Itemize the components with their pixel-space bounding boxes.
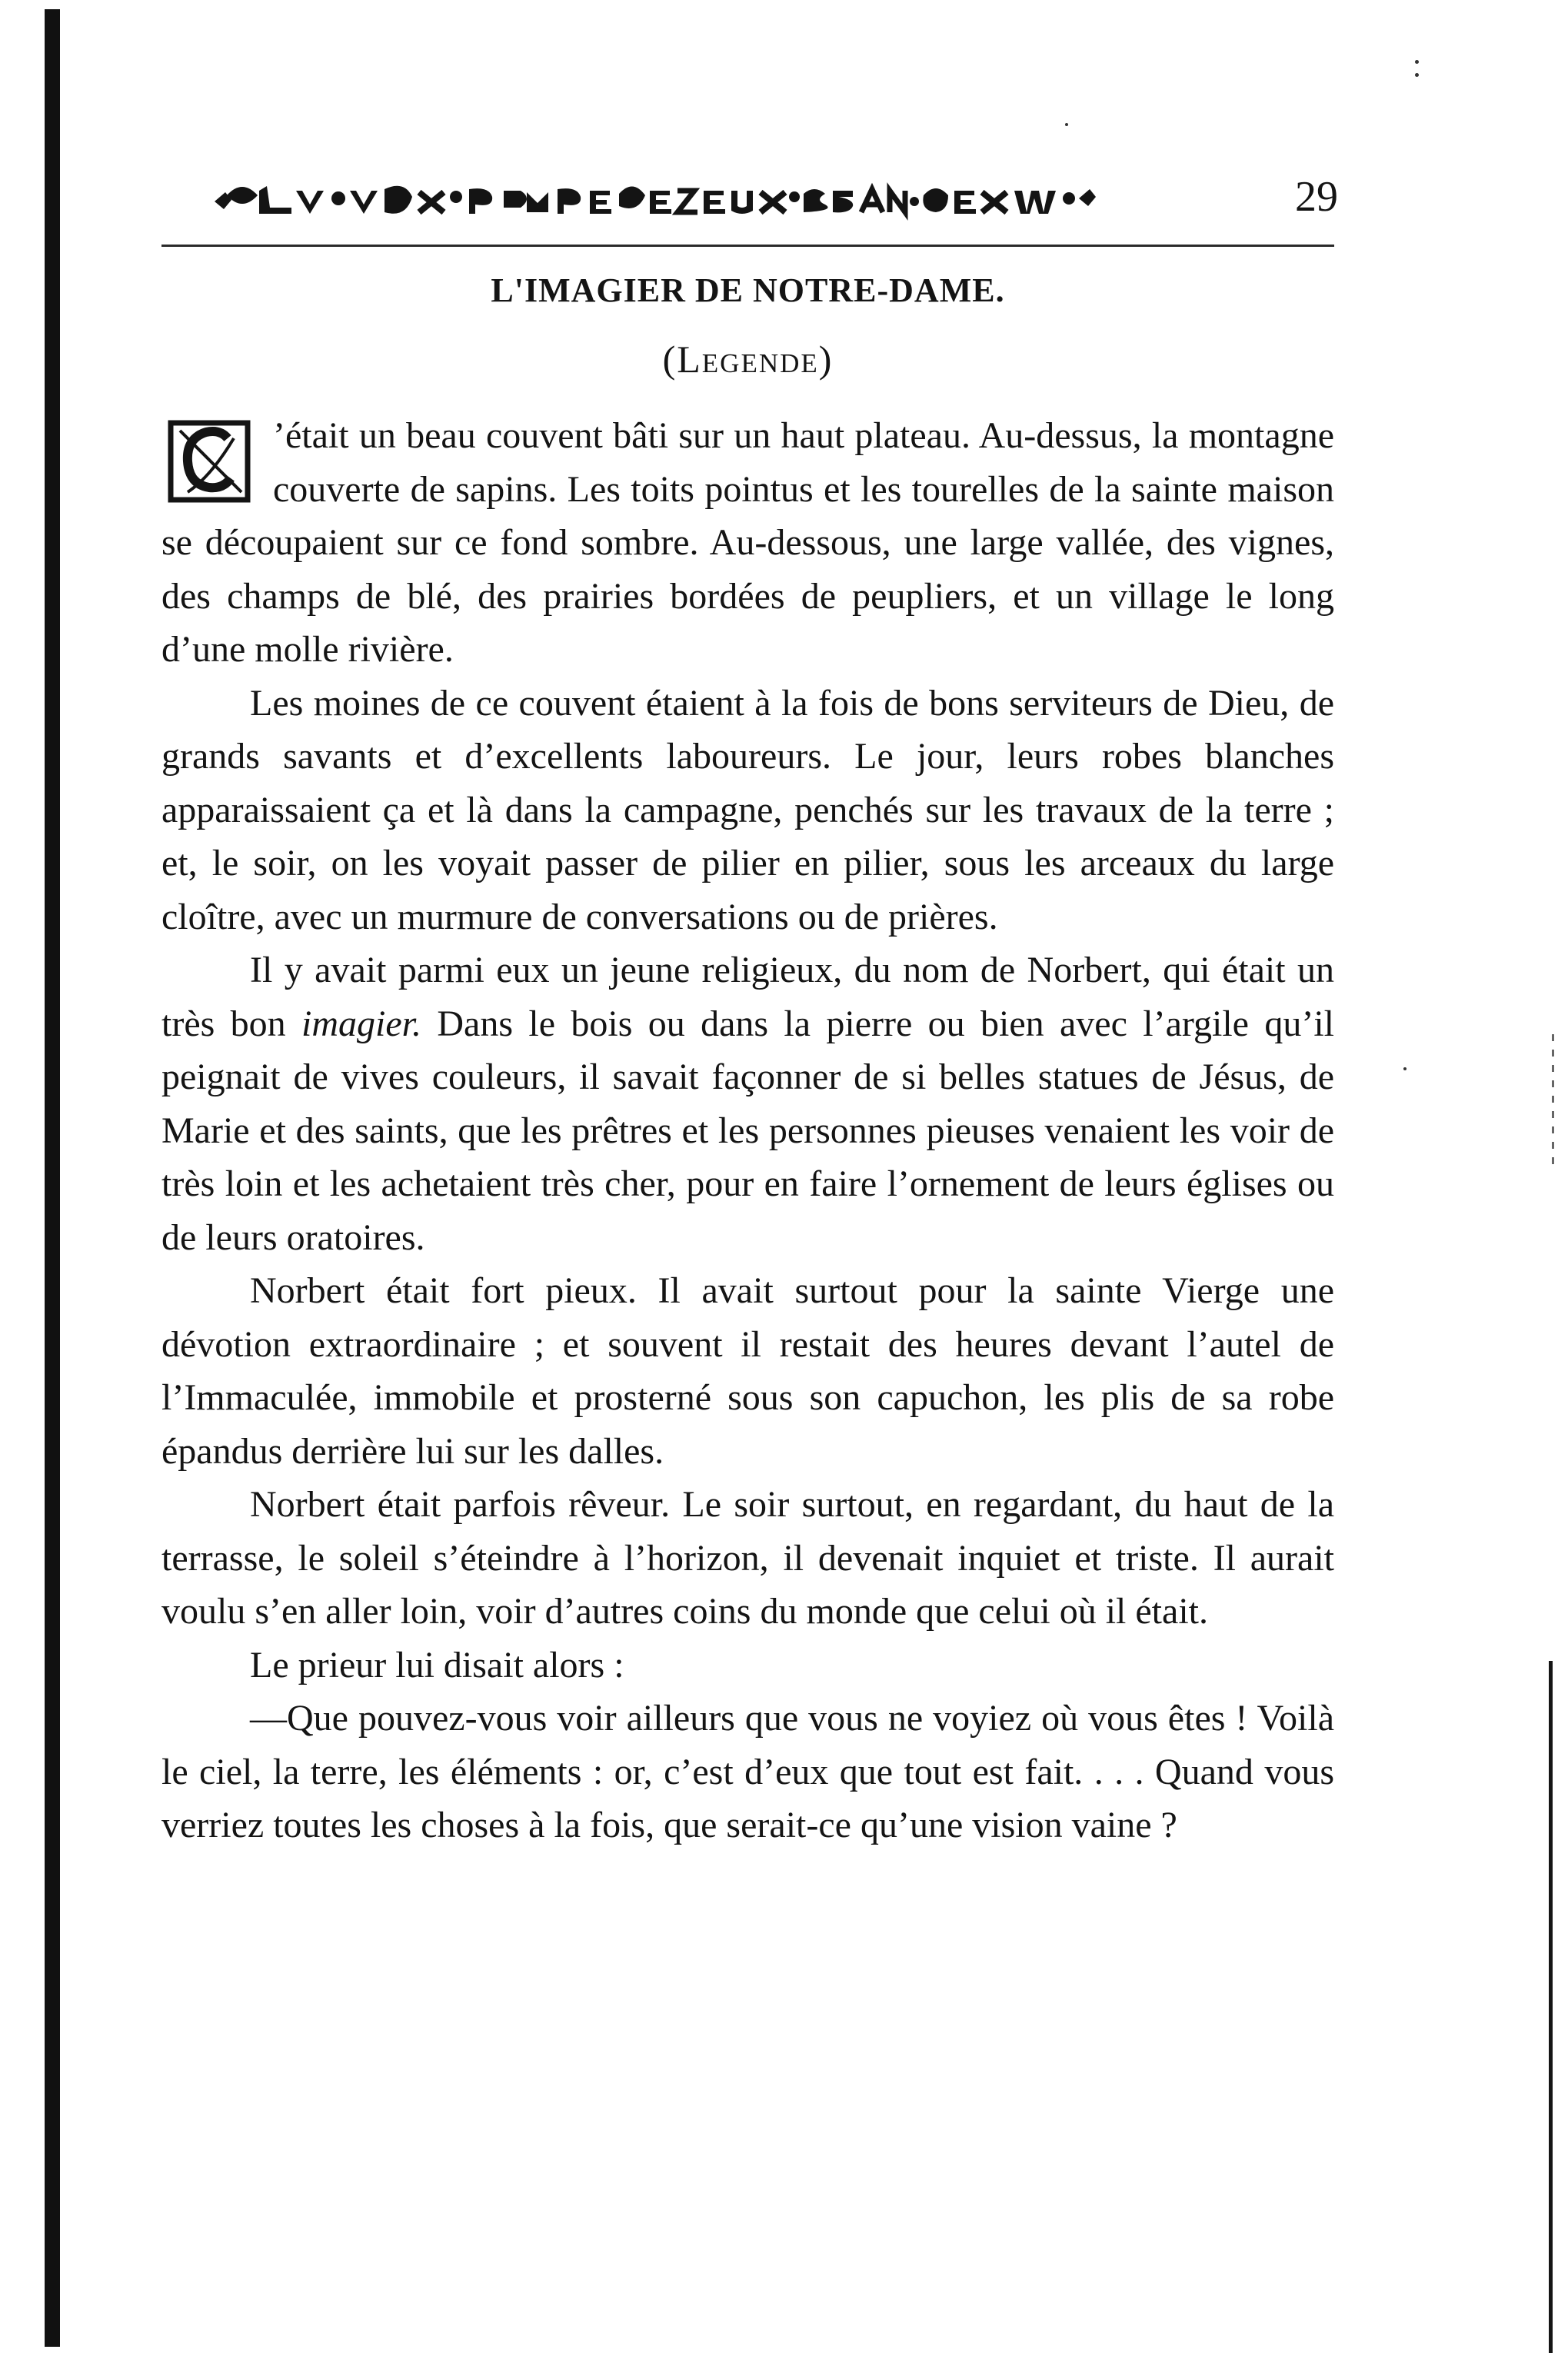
header-rule (161, 245, 1334, 247)
paragraph-1: ’était un beau couvent bâti sur un haut plateau. Au-dessus, la montagne couverte de sapins. Les toits pointus et les tourelles de la sainte maison se découpaient sur ce fond sombre. Au-dessous, une large vallée, des vignes, des champs de blé, des prairies bordées de peupliers, et un village le long d’une molle rivière. (161, 415, 1334, 670)
paragraph-6: Le prieur lui disait alors : (250, 1644, 624, 1685)
paragraph-2: Les moines de ce couvent étaient à la fois de bons serviteurs de Dieu, de grands savants et d’excellents laboureurs. Le jour, leurs robes blanches apparaissaient ça et là dans la campagne, penchés sur les travaux de la terre ; et, le soir, on les voyait passer de pilier en pilier, sous les arceaux du large cloître, avec un murmure de conversations ou de prières. (161, 682, 1334, 937)
scan-speck (1415, 60, 1419, 64)
paragraph-3-text-before: Il y avait parmi eux un jeune religieux, du nom de Norbert, qui était un très bon (161, 950, 1334, 1044)
paragraph-3-italic-word: imagier. (301, 1003, 422, 1044)
paragraph-4: Norbert était fort pieux. Il avait surtout pour la sainte Vierge une dévotion extraordinaire ; et souvent il restait des heures devant l’autel de l’Immaculée, immobile et prosterné sous son capuchon, les plis de sa robe épandus derrière lui sur les dalles. (161, 1270, 1334, 1472)
scan-speck (1403, 1067, 1407, 1070)
paragraph-7: —Que pouvez-vous voir ailleurs que vous ne voyiez où vous êtes ! Voilà le ciel, la terre, les éléments : or, c’est d’eux que tout est fait. . . . Quand vous verriez toutes les choses à la fois, que serait-ce qu’une vision vaine ? (161, 1698, 1334, 1845)
chapter-subtitle: (Legende) (662, 338, 834, 381)
paragraph-5: Norbert était parfois rêveur. Le soir surtout, en regardant, du haut de la terrasse, le soleil s’éteindre à l’horizon, il devenait inquiet et triste. Il aurait voulu s’en aller loin, voir d’autres coins du monde que celui où il était. (161, 1484, 1334, 1632)
paragraph-3-text-after: Dans le bois ou dans la pierre ou bien avec l’argile qu’il peignait de vives couleurs, il savait façonner de si belles statues de Jésus, de Marie et des saints, que les prêtres et les personnes pieuses venaient les voir de très loin et les achetaient très cher, pour en faire l’ornement de leurs églises ou de leurs oratoires. (161, 1003, 1334, 1258)
paragraph-3 (161, 943, 1334, 1264)
running-header (211, 168, 1338, 229)
chapter-title: L'IMAGIER DE NOTRE-DAME. (491, 271, 1005, 309)
scan-edge-shadow (1549, 1661, 1553, 2353)
running-head-ornamental-lettering (211, 168, 1280, 229)
scan-edge-mark (1552, 1034, 1554, 1165)
body-text (161, 409, 1334, 1852)
scan-speck (1065, 123, 1068, 126)
scan-speck (1415, 73, 1419, 77)
page-number: 29 (1295, 173, 1338, 221)
